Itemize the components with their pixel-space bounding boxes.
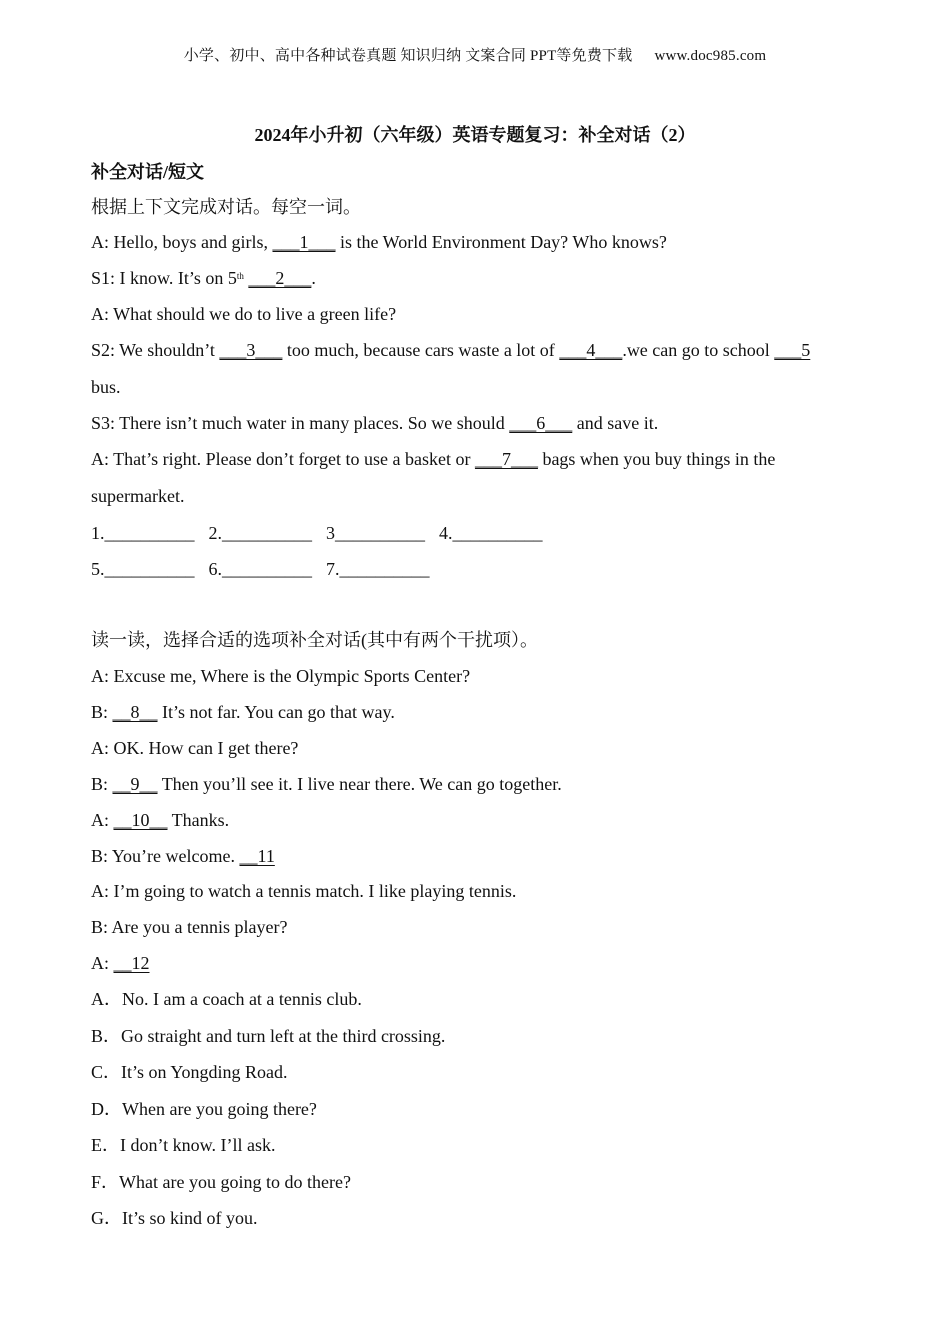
dialogue-line: S3: There isn’t much water in many places. So we should ___6___ and save it. xyxy=(91,413,659,433)
option-item: E．I don’t know. I’ll ask. xyxy=(91,1135,276,1155)
part1-instruction: 根据上下文完成对话。每空一词。 xyxy=(91,197,361,217)
dialogue-line: A: I’m going to watch a tennis match. I like playing tennis. xyxy=(91,881,517,901)
dialogue-line: B: You’re welcome. __11 xyxy=(91,846,275,866)
answer-row-2 xyxy=(91,558,444,580)
blank-6: ___6___ xyxy=(509,413,573,433)
answer-blank: 1.__________ xyxy=(91,523,195,543)
dialogue-line: S2: We shouldn’t ___3___ too much, because cars waste a lot of ___4___.we can go to school ___5 xyxy=(91,340,811,360)
option-item: F．What are you going to do there? xyxy=(91,1172,351,1192)
dialogue-line: A: Hello, boys and girls, ___1___ is the World Environment Day? Who knows? xyxy=(91,232,667,252)
answer-blank: 6.__________ xyxy=(208,559,312,579)
blank-7: ___7___ xyxy=(474,449,538,469)
option-item: B．Go straight and turn left at the third crossing. xyxy=(91,1026,446,1046)
blank-10: __10__ xyxy=(113,810,168,830)
answer-blank: 4.__________ xyxy=(439,523,543,543)
answer-blank: 2.__________ xyxy=(208,523,312,543)
part2-instruction: 读一读，选择合适的选项补全对话(其中有两个干扰项）。 xyxy=(91,630,538,650)
blank-2: ___2___ xyxy=(248,268,312,288)
blank-4: ___4___ xyxy=(559,340,623,360)
dialogue-line: bus. xyxy=(91,377,121,397)
dialogue-line: A: Excuse me, Where is the Olympic Sports Center? xyxy=(91,666,471,686)
option-item: G．It’s so kind of you. xyxy=(91,1208,258,1228)
dialogue-line: A: That’s right. Please don’t forget to use a basket or ___7___ bags when you buy things in the xyxy=(91,449,776,469)
dialogue-line: A: __12 xyxy=(91,953,150,973)
answer-blank: 7.__________ xyxy=(326,559,430,579)
page-title: 2024年小升初（六年级）英语专题复习：补全对话（2） xyxy=(254,125,696,145)
option-item: C．It’s on Yongding Road. xyxy=(91,1062,288,1082)
dialogue-line: A: __10__ Thanks. xyxy=(91,810,230,830)
blank-8: __8__ xyxy=(112,702,158,722)
option-item: D．When are you going there? xyxy=(91,1099,317,1119)
page-header xyxy=(0,44,950,65)
section-title: 补全对话/短文 xyxy=(91,162,205,182)
blank-11: __11 xyxy=(239,846,275,866)
blank-3: ___3___ xyxy=(219,340,283,360)
header-text: 小学、初中、高中各种试卷真题 知识归纳 文案合同 PPT等免费下载 xyxy=(183,48,633,64)
dialogue-line: S1: I know. It’s on 5th ___2___. xyxy=(91,268,316,288)
dialogue-line: B: Are you a tennis player? xyxy=(91,917,288,937)
blank-5: ___5 xyxy=(774,340,811,360)
header-url[interactable]: www.doc985.com xyxy=(654,48,767,64)
blank-1: ___1___ xyxy=(272,232,336,252)
dialogue-line: A: OK. How can I get there? xyxy=(91,738,299,758)
dialogue-line: A: What should we do to live a green life? xyxy=(91,304,397,324)
answer-blank: 5.__________ xyxy=(91,559,195,579)
dialogue-line: supermarket. xyxy=(91,486,185,506)
answer-blank: 3__________ xyxy=(326,523,425,543)
answer-row-1 xyxy=(91,522,557,544)
dialogue-line: B: __9__ Then you’ll see it. I live near there. We can go together. xyxy=(91,774,562,794)
blank-12: __12 xyxy=(113,953,150,973)
blank-9: __9__ xyxy=(112,774,158,794)
option-item: A．No. I am a coach at a tennis club. xyxy=(91,989,362,1009)
dialogue-line: B: __8__ It’s not far. You can go that way. xyxy=(91,702,395,722)
